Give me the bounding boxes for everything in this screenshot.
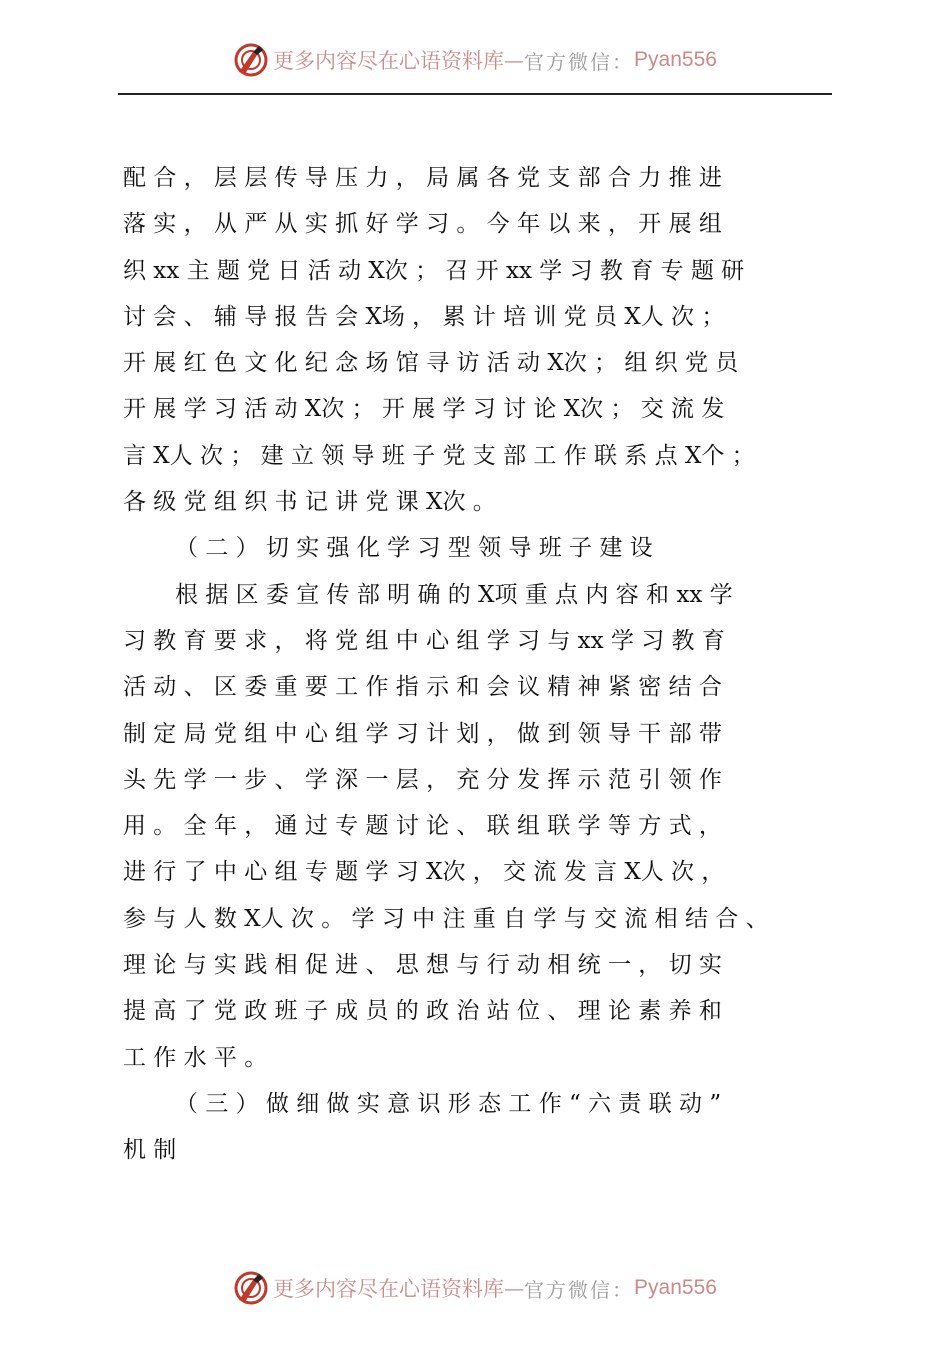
section-heading-3: （ 三 ） 做 细 做 实 意 识 形 态 工 作 “ 六 责 联 动 ”: [175, 1090, 722, 1117]
body-line: 理 论 与 实 践 相 促 进 、 思 想 与 行 动 相 统 一 ， 切 实: [123, 952, 722, 979]
body-line: 用 。 全 年 ， 通 过 专 题 讨 论 、 联 组 联 学 等 方 式 ，: [123, 813, 722, 840]
body-line: 参 与 人 数 X人 次 。 学 习 中 注 重 自 学 与 交 流 相 结 合 、: [123, 905, 769, 932]
header-rule: [118, 93, 832, 95]
body-line: 织 xx 主 题 党 日 活 动 X次 ； 召 开 xx 学 习 教 育 专 题 研: [123, 257, 745, 284]
brand-logo-icon: [233, 42, 269, 78]
header-wechat-label: 官方微信：: [524, 49, 635, 74]
header-title: 更多内容尽在心语资料库: [273, 49, 505, 73]
brand-logo-icon: [233, 1270, 269, 1306]
body-line: 活 动 、 区 委 重 要 工 作 指 示 和 会 议 精 神 紧 密 结 合: [123, 674, 722, 701]
footer-separator: —: [504, 1276, 525, 1300]
section-heading-2: （ 二 ） 切 实 强 化 学 习 型 领 导 班 子 建 设: [175, 535, 653, 562]
footer-wechat-label: 官方微信：: [524, 1277, 635, 1302]
section-heading-3-cont: 机 制: [123, 1137, 177, 1164]
header-separator: —: [504, 48, 525, 72]
body-line: 落 实 ， 从 严 从 实 抓 好 学 习 。 今 年 以 来 ， 开 展 组: [123, 211, 722, 238]
body-line: 配 合 ， 层 层 传 导 压 力 ， 局 属 各 党 支 部 合 力 推 进: [123, 165, 722, 191]
body-line: 习 教 育 要 求 ， 将 党 组 中 心 组 学 习 与 xx 学 习 教 育: [123, 627, 725, 654]
body-line: 各 级 党 组 织 书 记 讲 党 课 X次 。: [123, 489, 496, 516]
body-line: 开 展 红 色 文 化 纪 念 场 馆 寻 访 活 动 X次 ； 组 织 党 员: [123, 350, 739, 377]
body-line: 进 行 了 中 心 组 专 题 学 习 X次 ， 交 流 发 言 X人 次 ，: [123, 859, 725, 886]
body-line: 工 作 水 平 。: [123, 1044, 268, 1071]
footer-wechat-id: Pyan556: [634, 1276, 717, 1299]
body-line: 开 展 学 习 活 动 X次 ； 开 展 学 习 讨 论 X次 ； 交 流 发: [123, 396, 725, 423]
body-line: 制 定 局 党 组 中 心 组 学 习 计 划 ， 做 到 领 导 干 部 带: [123, 720, 722, 747]
body-line: 讨 会 、 辅 导 报 告 会 X场 ， 累 计 培 训 党 员 X人 次 ；: [123, 303, 725, 330]
document-body: [123, 155, 863, 1174]
footer-title: 更多内容尽在心语资料库: [273, 1277, 505, 1301]
body-line: 根 据 区 委 宣 传 部 明 确 的 X项 重 点 内 容 和 xx 学: [175, 581, 733, 608]
body-line: 提 高 了 党 政 班 子 成 员 的 政 治 站 位 、 理 论 素 养 和: [123, 998, 722, 1025]
footer-banner: [0, 1266, 950, 1310]
header-wechat-id: Pyan556: [634, 48, 717, 71]
header-banner: [0, 38, 950, 82]
body-line: 头 先 学 一 步 、 学 深 一 层 ， 充 分 发 挥 示 范 引 领 作: [123, 766, 722, 793]
body-line: 言 X人 次 ； 建 立 领 导 班 子 党 支 部 工 作 联 系 点 X个 ；: [123, 442, 755, 469]
